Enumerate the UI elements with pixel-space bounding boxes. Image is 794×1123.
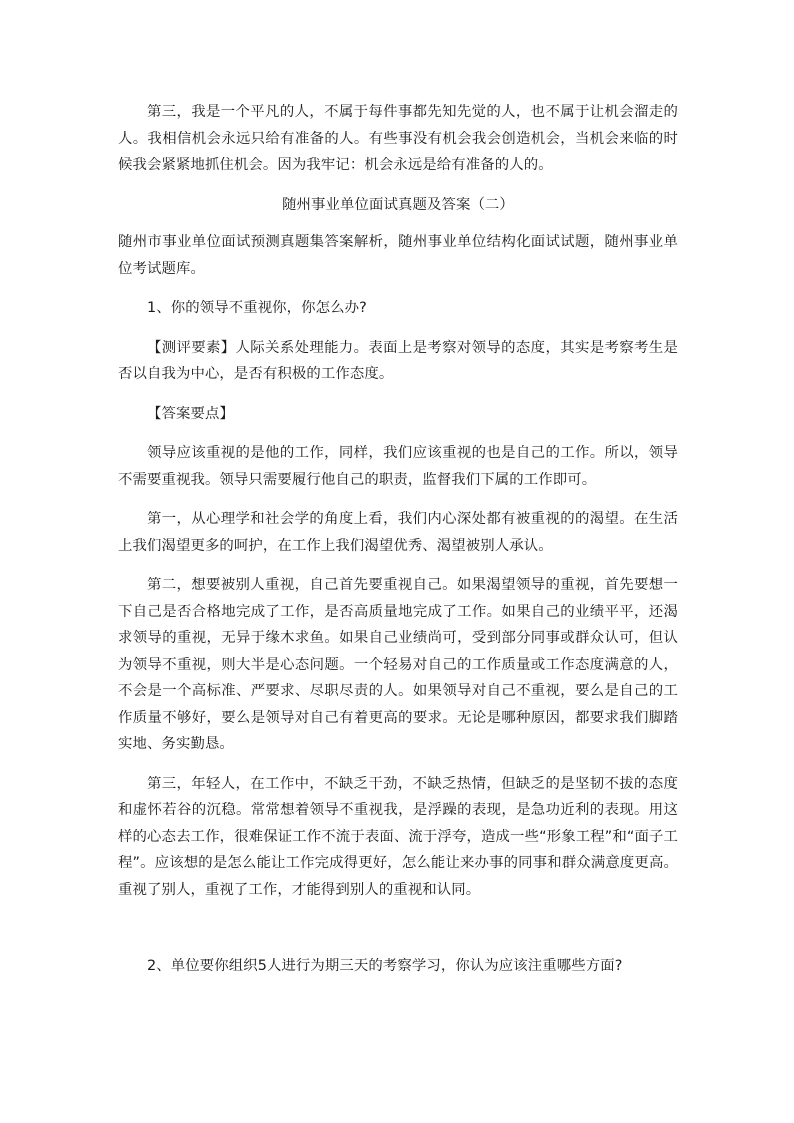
intro-paragraph: 随州市事业单位面试预测真题集答案解析，随州事业单位结构化面试试题，随州事业单位考试题库。 — [118, 234, 678, 277]
question-2: 2、单位要你组织5人进行为期三天的考察学习，你认为应该注重哪些方面? — [147, 958, 623, 974]
question-1: 1、你的领导不重视你，你怎么办? — [147, 300, 367, 316]
answer-paragraph-3: 第二，想要被别人重视，自己首先要重视自己。如果渴望领导的重视，首先要想一下自己是否合格地完成了工作，是否高质量地完成了工作。如果自己的业绩平平，还渴求领导的重视，无异于缘木求鱼。如果自己业绩尚可，受到部分同事或群众认可，但认为领导不重视，则大半是心态问题。一个轻易对自己的工作质量或工作态度满意的人，不会是一个高标准、严要求、尽职尽责的人。如果领导对自己不重视，要么是自己的工作质量不够好，要么是领导对自己有着更高的要求。无论是哪种原因，都要求我们脚踏实地、务实勤恳。 — [118, 577, 678, 752]
evaluation-paragraph: 【测评要素】人际关系处理能力。表面上是考察对领导的态度，其实是考察考生是否以自我为中心，是否有积极的工作态度。 — [118, 339, 678, 382]
answer-paragraph-4: 第三，年轻人，在工作中，不缺乏干劲，不缺乏热情，但缺乏的是坚韧不拔的态度和虚怀若谷的沉稳。常常想着领导不重视我，是浮躁的表现，是急功近利的表现。用这样的心态去工作，很难保证工作不流于表面、流于浮夸，造成一些“形象工程”和“面子工程”。应该想的是怎么能让工作完成得更好，怎么能让来办事的同事和群众满意度更高。重视了别人，重视了工作，才能得到别人的重视和认同。 — [118, 775, 678, 898]
answer-heading: 【答案要点】 — [147, 405, 234, 422]
section-title: 随州事业单位面试真题及答案（二） — [282, 196, 514, 213]
document-body — [118, 99, 678, 980]
answer-paragraph-2: 第一，从心理学和社会学的角度上看，我们内心深处都有被重视的的渴望。在生活上我们渴望更多的呵护，在工作上我们渴望优秀、渴望被别人承认。 — [118, 511, 678, 554]
answer-paragraph-1: 领导应该重视的是他的工作，同样，我们应该重视的也是自己的工作。所以，领导不需要重视我。领导只需要履行他自己的职责，监督我们下属的工作即可。 — [118, 445, 678, 488]
paragraph-third-point: 第三，我是一个平凡的人，不属于每件事都先知先觉的人，也不属于让机会溜走的人。我相信机会永远只给有准备的人。有些事没有机会我会创造机会，当机会来临的时候我会紧紧地抓住机会。因为我牢记：机会永远是给有准备的人的。 — [118, 104, 678, 173]
